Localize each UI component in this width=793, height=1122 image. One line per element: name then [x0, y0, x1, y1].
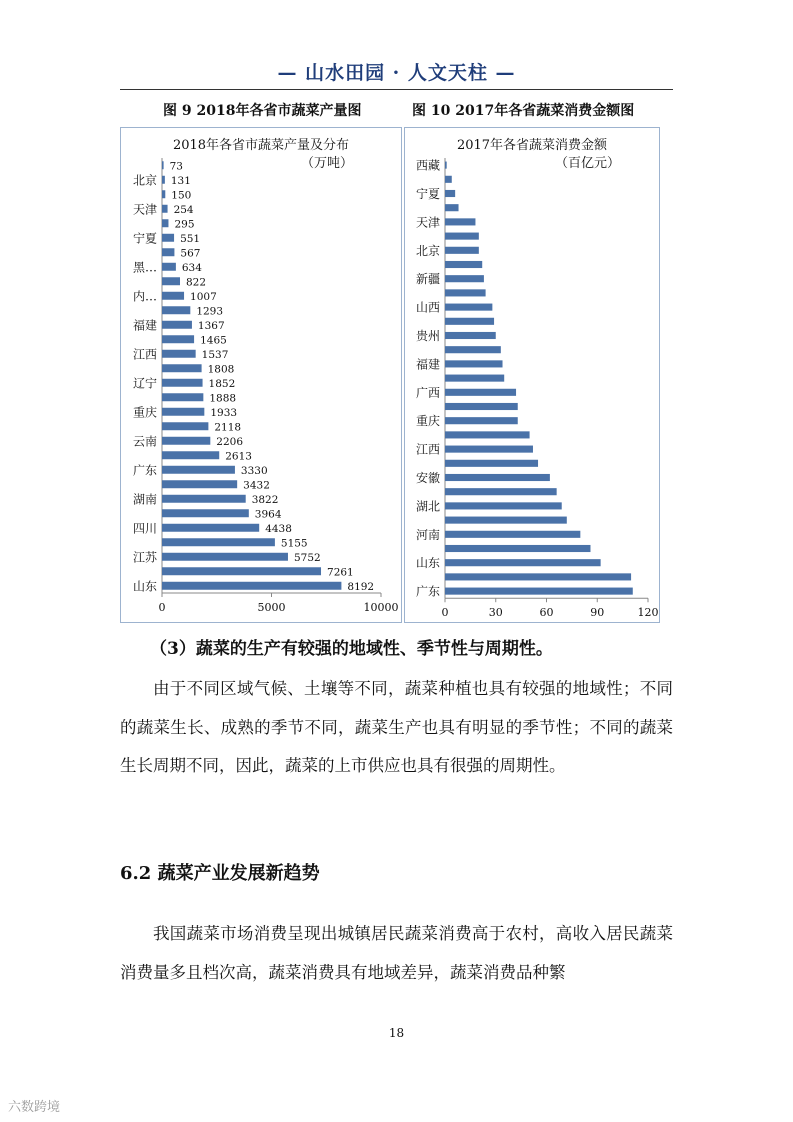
section-title: 6.2 蔬菜产业发展新趋势	[120, 863, 320, 884]
chart1-bar	[162, 205, 168, 213]
chart1-value-label: 5752	[293, 551, 321, 564]
chart1-bar	[162, 437, 210, 445]
chart1-category-label: 云南	[132, 434, 157, 449]
chart2-category-label: 重庆	[415, 414, 440, 429]
chart1-bar	[162, 176, 165, 184]
chart1-x-tick-label: 10000	[363, 601, 399, 614]
chart1-category-label: 黑…	[132, 260, 157, 275]
chart2-bar	[445, 403, 518, 410]
chart1-value-label: 1537	[201, 348, 229, 361]
chart2-bar	[445, 502, 562, 509]
chart1-title: 2018年各省市蔬菜产量及分布	[172, 138, 350, 153]
chart-vegetable-consumption	[404, 127, 660, 623]
chart1-value-label: 551	[180, 232, 201, 245]
chart1-value-label: 1808	[207, 363, 235, 376]
chart2-category-label: 北京	[415, 243, 440, 258]
chart1-value-label: 1852	[208, 377, 236, 390]
chart1-bar	[162, 321, 192, 329]
chart1-category-label: 重庆	[132, 405, 157, 420]
chart2-bar	[445, 332, 496, 339]
figure-10-caption: 图 10 2017年各省蔬菜消费金额图	[412, 103, 635, 119]
chart1-value-label: 295	[174, 218, 195, 231]
chart2-category-label: 广东	[415, 584, 440, 599]
chart1-plot	[121, 128, 401, 622]
chart2-bar	[445, 474, 550, 481]
chart2-bar	[445, 417, 518, 424]
chart2-bar	[445, 389, 516, 396]
chart2-bar	[445, 289, 486, 296]
chart2-category-label: 宁夏	[415, 187, 440, 201]
subheading: （3）蔬菜的生产有较强的地域性、季节性与周期性。	[150, 639, 553, 659]
chart1-value-label: 5155	[280, 537, 308, 550]
chart1-value-label: 2613	[225, 450, 252, 463]
chart1-bar	[162, 248, 174, 256]
page-number: 18	[388, 1026, 405, 1040]
chart2-category-label: 安徽	[415, 471, 440, 485]
chart1-bar	[162, 553, 288, 561]
chart2-bar	[445, 545, 590, 552]
chart2-category-label: 贵州	[415, 329, 440, 343]
chart2-x-tick-label: 0	[441, 606, 449, 620]
chart2-bar	[445, 573, 631, 580]
chart1-bar	[162, 292, 184, 300]
chart1-value-label: 131	[170, 174, 191, 187]
chart1-category-label: 湖南	[132, 492, 157, 507]
chart1-value-label: 3822	[251, 493, 279, 506]
chart1-bar	[162, 219, 168, 227]
chart1-bar	[162, 480, 237, 488]
chart1-category-label: 北京	[132, 173, 157, 188]
chart2-bar	[445, 261, 482, 268]
chart1-value-label: 2118	[214, 421, 242, 434]
chart1-bar	[162, 263, 176, 271]
chart2-bar	[445, 318, 494, 325]
chart1-bar	[162, 538, 275, 546]
chart1-value-label: 1007	[190, 290, 217, 303]
chart2-bar	[445, 446, 533, 453]
chart1-value-label: 73	[169, 160, 183, 173]
chart1-value-label: 1293	[196, 305, 224, 318]
chart2-bar	[445, 346, 501, 353]
chart2-category-label: 山东	[415, 556, 440, 571]
chart1-bar	[162, 379, 203, 387]
chart2-bar	[445, 190, 455, 197]
chart2-plot	[405, 128, 659, 622]
paragraph-2: 我国蔬菜市场消费呈现出城镇居民蔬菜消费高于农村，高收入居民蔬菜消费量多且档次高，蔬菜消费具有地域差异，蔬菜消费品种繁	[120, 924, 673, 982]
chart1-value-label: 3964	[254, 508, 282, 521]
chart1-bar	[162, 364, 202, 372]
chart1-category-label: 福建	[132, 318, 157, 333]
chart1-bar	[162, 306, 190, 314]
chart1-bar	[162, 161, 164, 169]
chart2-x-tick-label: 90	[590, 606, 605, 620]
chart1-value-label: 3330	[240, 464, 268, 477]
figure-9-caption: 图 9 2018年各省市蔬菜产量图	[163, 103, 362, 119]
chart1-bar	[162, 393, 203, 401]
chart2-bar	[445, 531, 580, 538]
chart1-category-label: 江西	[132, 347, 157, 362]
chart1-value-label: 7261	[327, 566, 354, 579]
chart2-bar	[445, 431, 530, 438]
chart2-category-label: 河南	[415, 527, 440, 542]
chart2-x-tick-label: 30	[488, 606, 503, 620]
chart1-category-label: 天津	[132, 202, 157, 217]
chart1-category-label: 江苏	[132, 550, 157, 565]
chart2-category-label: 江西	[415, 442, 440, 457]
chart2-bar	[445, 275, 484, 282]
chart2-category-label: 福建	[415, 357, 440, 372]
chart2-bar	[445, 176, 452, 183]
chart1-bar	[162, 190, 165, 198]
chart2-bar	[445, 247, 479, 254]
chart1-bar	[162, 509, 249, 517]
chart2-bar	[445, 517, 567, 524]
chart1-value-label: 4438	[265, 522, 292, 535]
chart2-bar	[445, 488, 557, 495]
chart1-value-label: 1367	[197, 319, 225, 332]
chart-vegetable-production	[120, 127, 402, 623]
chart1-bar	[162, 234, 174, 242]
chart2-category-label: 天津	[415, 215, 440, 230]
chart2-bar	[445, 460, 538, 467]
chart2-bar	[445, 162, 447, 169]
chart2-category-label: 湖北	[415, 499, 440, 514]
chart1-bar	[162, 335, 194, 343]
chart2-bar	[445, 360, 503, 367]
chart1-unit: （万吨）	[301, 156, 354, 171]
chart1-value-label: 150	[171, 189, 192, 202]
chart1-bar	[162, 582, 341, 590]
chart1-category-label: 广东	[132, 463, 157, 478]
chart2-bar	[445, 588, 633, 595]
chart1-bar	[162, 495, 246, 503]
chart1-bar	[162, 524, 259, 532]
running-header: — 山水田园 · 人文天柱 —	[277, 62, 516, 84]
chart1-x-tick-label: 0	[158, 601, 166, 614]
chart2-bar	[445, 304, 492, 311]
chart1-bar	[162, 408, 204, 416]
chart2-bar	[445, 559, 601, 566]
chart1-bar	[162, 567, 321, 575]
watermark-logo: 六数跨境	[8, 1100, 61, 1115]
chart1-value-label: 3432	[243, 479, 270, 492]
chart1-bar	[162, 451, 219, 459]
chart1-value-label: 1888	[209, 392, 237, 405]
chart1-value-label: 1933	[210, 406, 238, 419]
chart2-x-tick-label: 120	[637, 606, 659, 620]
chart2-unit: （百亿元）	[555, 156, 621, 171]
chart1-category-label: 宁夏	[132, 231, 157, 246]
chart2-bar	[445, 204, 459, 211]
chart2-category-label: 西藏	[415, 158, 440, 173]
chart2-category-label: 广西	[415, 385, 440, 400]
chart1-bar	[162, 350, 196, 358]
chart1-value-label: 2206	[216, 435, 244, 448]
chart2-bar	[445, 218, 475, 225]
chart2-bar	[445, 233, 479, 240]
chart1-bar	[162, 422, 208, 430]
header-divider	[120, 89, 673, 90]
chart1-value-label: 634	[181, 261, 202, 274]
chart2-x-tick-label: 60	[539, 606, 554, 620]
chart2-category-label: 山西	[415, 300, 440, 315]
chart1-category-label: 内…	[132, 289, 157, 304]
chart2-bar	[445, 375, 504, 382]
chart2-category-label: 新疆	[415, 272, 440, 287]
chart1-value-label: 254	[173, 203, 194, 216]
chart1-value-label: 567	[180, 247, 201, 260]
chart1-category-label: 山东	[132, 579, 157, 594]
chart1-bar	[162, 277, 180, 285]
chart1-value-label: 822	[186, 276, 207, 289]
chart1-value-label: 1465	[200, 334, 227, 347]
chart1-x-tick-label: 5000	[257, 601, 286, 614]
chart1-category-label: 辽宁	[132, 376, 157, 391]
chart1-category-label: 四川	[132, 521, 157, 536]
chart1-value-label: 8192	[347, 580, 375, 593]
paragraph-1: 由于不同区域气候、土壤等不同，蔬菜种植也具有较强的地域性；不同的蔬菜生长、成熟的季节不同，蔬菜生产也具有明显的季节性；不同的蔬菜生长周期不同，因此，蔬菜的上市供应也具有很强的周期性。	[120, 679, 673, 775]
chart2-title: 2017年各省蔬菜消费金额	[456, 138, 608, 153]
chart1-bar	[162, 466, 235, 474]
